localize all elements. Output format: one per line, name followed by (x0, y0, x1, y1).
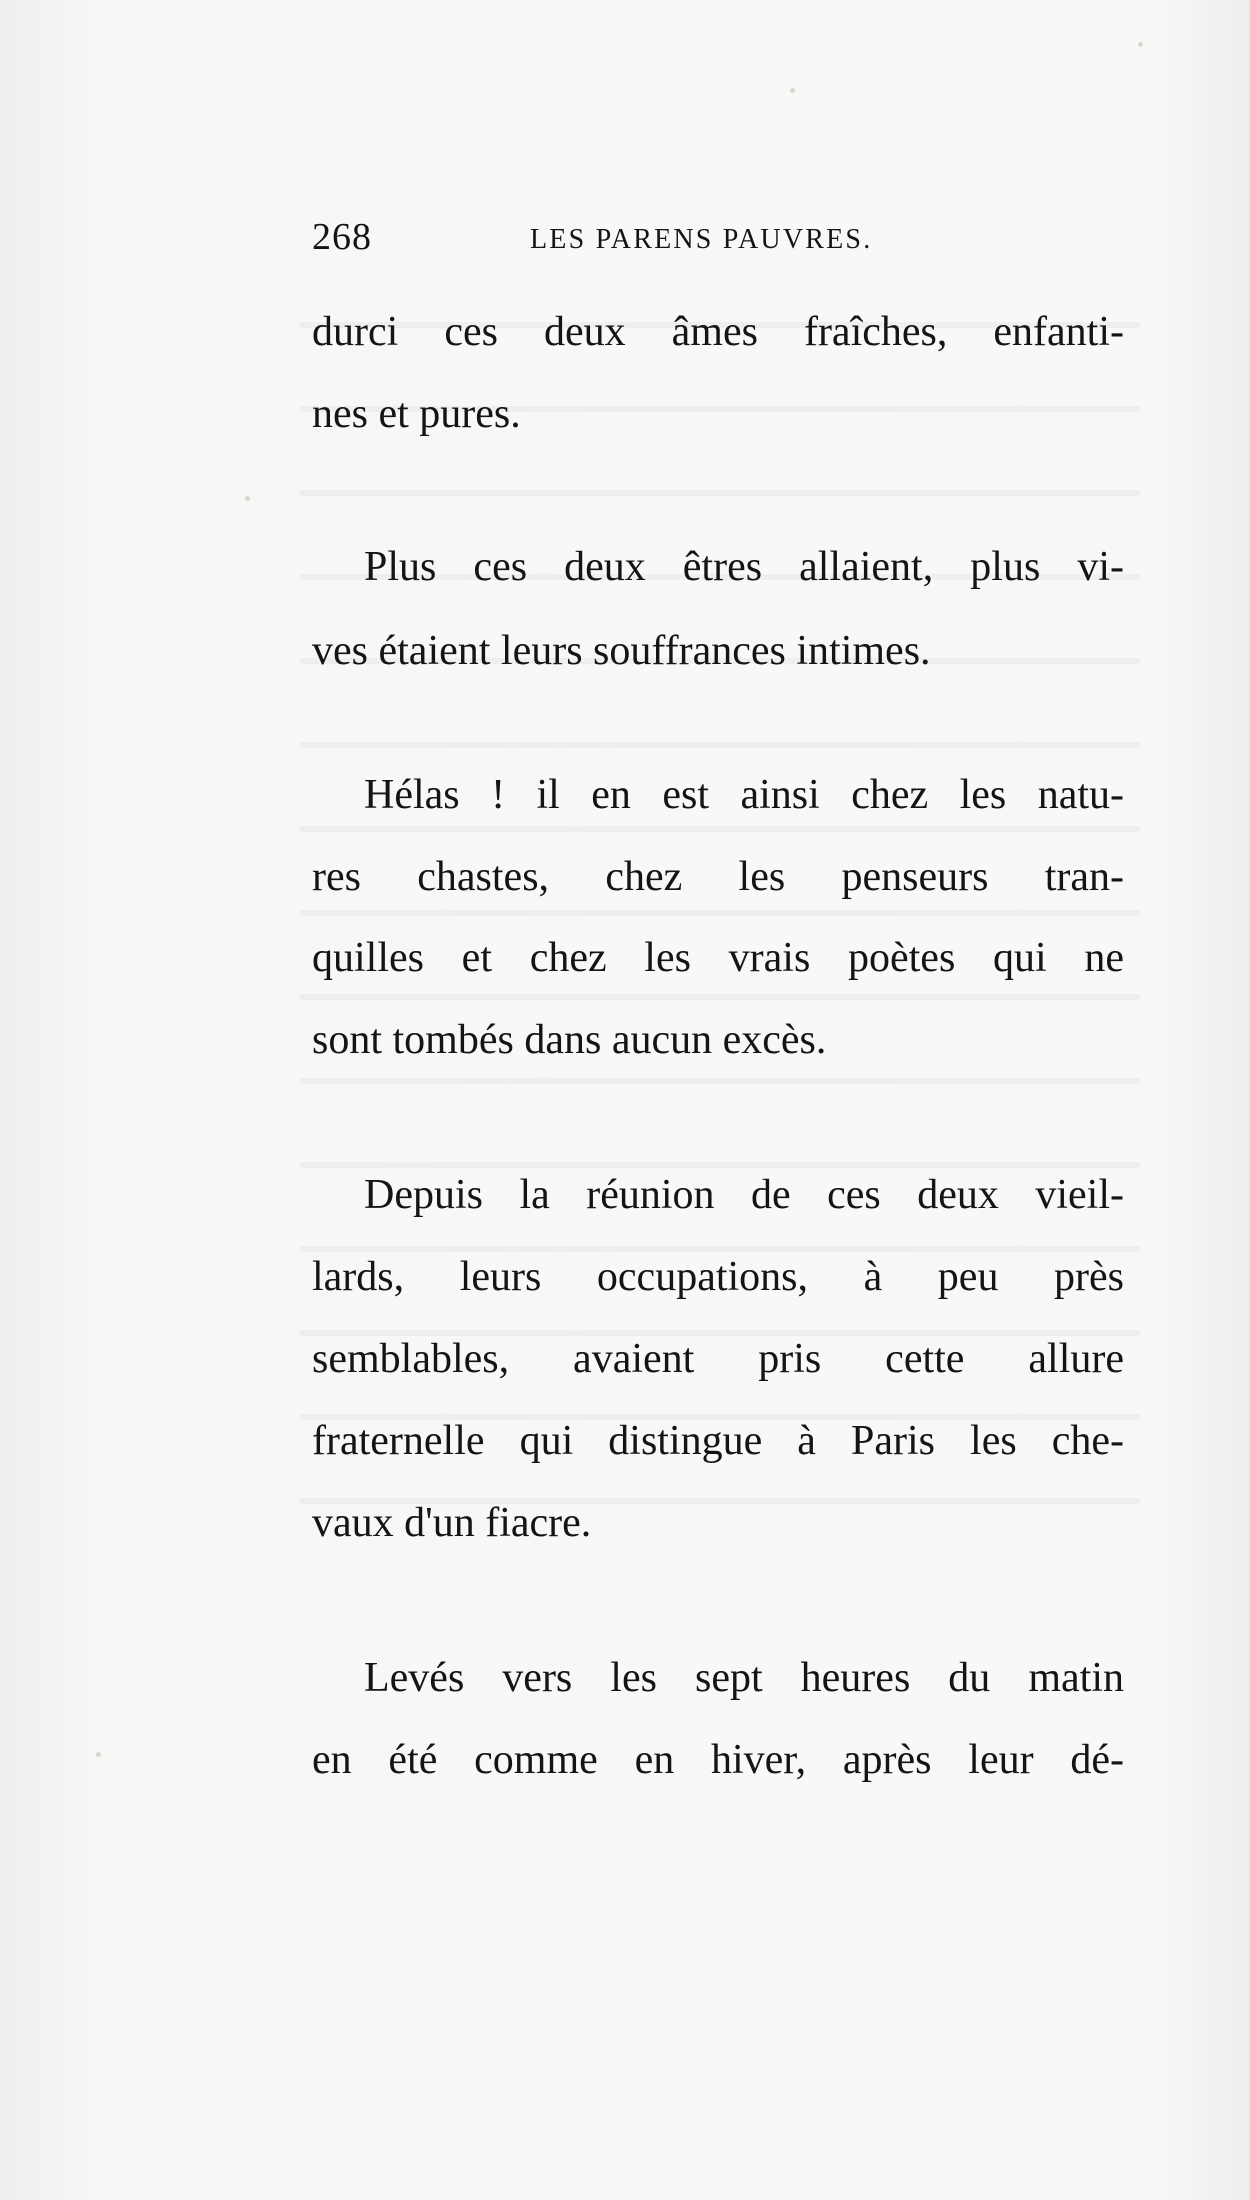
paper-speck (1138, 42, 1143, 47)
text-line: en été comme en hiver, après leur dé- (312, 1737, 1124, 1783)
page-number: 268 (312, 216, 372, 258)
text-line: res chastes, chez les penseurs tran- (312, 854, 1124, 900)
text-line: nes et pures. (312, 391, 521, 437)
text-line: ves étaient leurs souffrances intimes. (312, 628, 931, 674)
text-line: semblables, avaient pris cette allure (312, 1336, 1124, 1382)
text-line: lards, leurs occupations, à peu près (312, 1254, 1124, 1300)
paragraph-first-line: Hélas ! il en est ainsi chez les natu- (364, 772, 1124, 818)
page-header (312, 214, 1124, 264)
paper-speck (96, 1752, 101, 1757)
paragraph-first-line: Levés vers les sept heures du matin (364, 1655, 1124, 1701)
paper-speck (245, 496, 250, 501)
text-line: sont tombés dans aucun excès. (312, 1017, 827, 1063)
text-line: fraternelle qui distingue à Paris les che- (312, 1418, 1124, 1464)
running-title: LES PARENS PAUVRES. (530, 224, 873, 255)
text-line: durci ces deux âmes fraîches, enfanti- (312, 309, 1124, 355)
text-line: quilles et chez les vrais poètes qui ne (312, 935, 1124, 981)
text-line: vaux d'un fiacre. (312, 1500, 592, 1546)
paper-speck (790, 88, 795, 93)
paragraph-first-line: Depuis la réunion de ces deux vieil- (364, 1172, 1124, 1218)
paragraph-first-line: Plus ces deux êtres allaient, plus vi- (364, 544, 1124, 590)
